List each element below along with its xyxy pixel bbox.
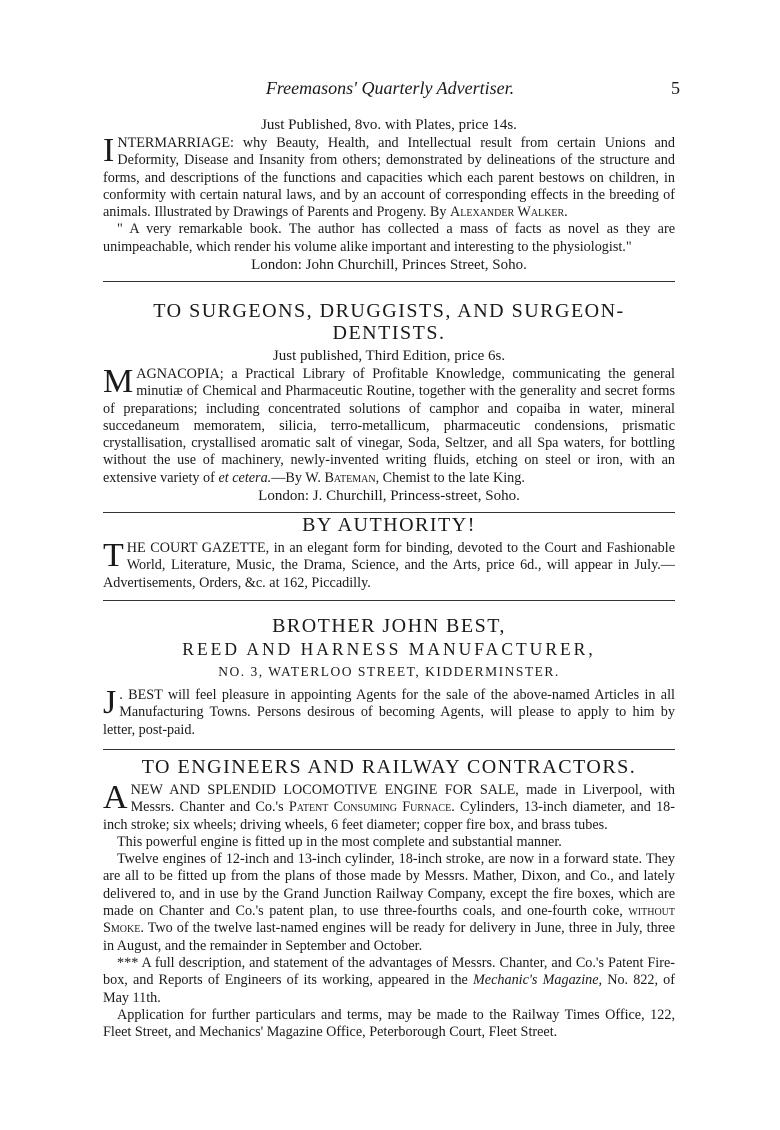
running-title: Freemasons' Quarterly Advertiser.: [265, 78, 515, 98]
divider: [103, 512, 675, 513]
divider: [103, 749, 675, 750]
drop-cap: I: [103, 132, 115, 169]
ad-text-smallcaps: without Smoke.: [103, 903, 675, 937]
ad-heading: BY AUTHORITY!: [302, 514, 476, 536]
ad-text: . BEST will feel pleasure in appointing Agents for the sale of the above-named Articles in all Manufacturing Towns. Persons desirous of becoming Agents, will please to apply to him by letter, post-paid.: [103, 687, 675, 738]
ad-heading: TO ENGINEERS AND RAILWAY CONTRACTORS.: [141, 756, 637, 778]
ad-subheading: REED AND HARNESS MANUFACTURER,: [182, 639, 596, 659]
divider: [103, 281, 675, 282]
ad-body: [103, 779, 675, 834]
ad-body: [103, 537, 675, 592]
divider: [103, 600, 675, 601]
drop-cap: T: [103, 537, 124, 574]
author-name: Alexander Walker.: [450, 204, 568, 221]
drop-cap: M: [103, 363, 134, 400]
ad-paragraph: This powerful engine is fitted up in the most complete and substantial manner.: [117, 833, 562, 850]
ad-text: made in Liverpool, with Messrs. Chanter and Co.'s: [130, 782, 675, 816]
ad-heading: BROTHER JOHN BEST,: [272, 615, 506, 637]
ad-text: Two of the twelve last-named engines will be ready for delivery in June, three in July, three in August, and the remainder in September and October.: [103, 920, 675, 954]
ad-text: Chemist to the late King.: [379, 469, 525, 486]
ad-text-italic: et cetera.: [218, 469, 272, 486]
publication-note: Just published, Third Edition, price 6s.: [272, 348, 506, 364]
ad-text: No. 822, of May 11th.: [103, 972, 675, 1006]
ad-text: in an elegant form for binding, devoted to the Court and Fashionable World, Literature, Music, the Drama, Science, and the Arts, price 6d., will appear in July.—Advertisements, Orders, &c. at 162, Piccadilly.: [103, 540, 675, 591]
ad-text: *** A full description, and statement of the advantages of Messrs. Chanter, and Co.'s Patent Fire-box, and Reports of Engineers of its working, appeared in the: [103, 954, 675, 989]
ad-lead: AGNACOPIA;: [136, 366, 224, 382]
page-number: 5: [671, 78, 680, 98]
ad-court-gazette: [103, 514, 675, 606]
ad-john-best: [103, 615, 675, 755]
author-name: Bateman,: [324, 469, 380, 486]
publication-note: Just Published, 8vo. with Plates, price 14s.: [261, 117, 517, 133]
ad-lead: NEW AND SPLENDID LOCOMOTIVE ENGINE FOR SALE,: [130, 782, 519, 798]
review-quote: " A very remarkable book. The author has collected a mass of facts as novel as they are unimpeachable, which render his volume alike important and interesting to the physiologist.": [103, 221, 675, 255]
ad-paragraph: Application for further particulars and terms, may be made to the Railway Times Office, 122, Fleet Street, and Mechanics' Magazine Office, Peterborough Court, Fleet Street.: [103, 1006, 675, 1041]
ad-body: [103, 132, 675, 221]
ad-text-smallcaps: Patent Consuming Furnace.: [288, 799, 455, 816]
drop-cap: J: [103, 684, 117, 721]
ad-intermarriage: [103, 116, 675, 287]
ad-lead: NTERMARRIAGE:: [117, 135, 234, 151]
ad-text: Cylinders, 13-inch diameter, and 18-inch stroke; six wheels; driving wheels, 6 feet diameter; copper fire box, and brass tubes.: [103, 799, 675, 833]
ad-text: a Practical Library of Profitable Knowledge, communicating the general minutiæ of Chemical and Pharmaceutic Routine, together with the generality and secret forms of preparations; including concentrated solutions of camphor and copaiba in water, mineral succedaneum memoratem, silicia, terro-metallicum, pharmaceutic condensions, prismatic crystallisation, crystallised aromatic salt of vinegar, Soda, Seltzer, and all Spa waters, for bottling without the use of machinery, newly-invented writing fluids, etching on steel or iron, with an extensive variety of: [103, 366, 675, 486]
ad-text: Twelve engines of 12-inch and 13-inch cylinder, 18-inch stroke, are now in a forward state. They are all to be fitted up from the plans of those made by Messrs. Mather, Dixon, and Co., and lately delivered to, and in use by the Grand Junction Railway Company, except the fire boxes, which are made on Chanter and Co.'s patent plan, to use three-fourths coals, and one-fourth coke,: [103, 851, 675, 920]
ad-address: NO. 3, WATERLOO STREET, KIDDERMINSTER.: [218, 664, 560, 679]
ad-text-italic: Mechanic's Magazine,: [472, 972, 603, 989]
ad-body: [103, 684, 675, 739]
ad-paragraph: [103, 955, 675, 1007]
imprint: London: John Churchill, Princes Street, Soho.: [251, 257, 527, 274]
ad-magnacopia: [103, 300, 675, 518]
ad-lead: HE COURT GAZETTE,: [126, 540, 270, 556]
ad-heading: TO SURGEONS, DRUGGISTS, AND SURGEON-DENTISTS.: [153, 300, 625, 344]
running-header: [100, 78, 680, 102]
ad-text: why Beauty, Health, and Intellectual result from certain Unions and Deformity, Disease and Insanity from others; demonstrated by delineations of the structure and forms, and descriptions of the functions and capacities which each parent bestows on children, in conformity with certain natural laws, and by an account of corresponding effects in the breeding of animals. Illustrated by Drawings of Parents and Progeny. By: [103, 135, 675, 221]
imprint: London: J. Churchill, Princess-street, Soho.: [258, 488, 520, 505]
ad-text: —By W.: [271, 469, 325, 486]
ad-paragraph: [103, 851, 675, 955]
drop-cap: A: [103, 779, 128, 816]
ad-body: [103, 363, 675, 487]
ad-locomotive: [103, 756, 675, 1041]
